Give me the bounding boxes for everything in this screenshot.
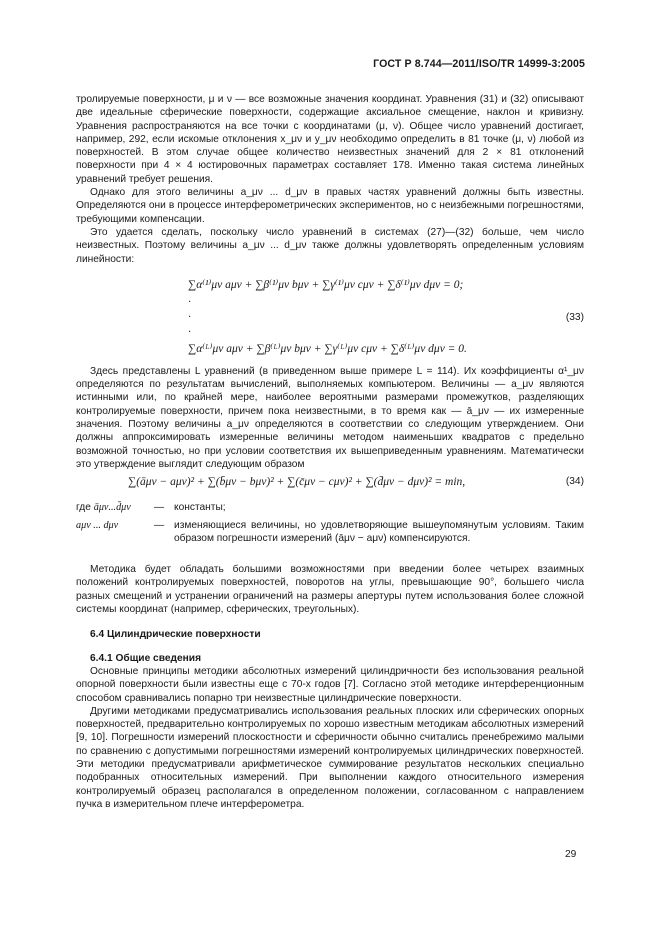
equation-dot: · (188, 325, 191, 338)
paragraph-linearity: Это удается сделать, поскольку число уравнений в системах (27)—(32) больше, чем число неизвестных. Поэтому величины a_μν ... d_μν также должны удовлетворять определенным условиям линейности: (76, 226, 584, 265)
equation-33 (76, 276, 584, 359)
equation-34 (76, 471, 584, 493)
where-item-1: где āμν...d̄μν — константы; (76, 501, 584, 514)
paragraph-coefficients: Здесь представлены L уравнений (в приведенном выше примере L = 114). Их коэффициенты α¹_μν определяются по результатам вычислений, выполняемых компьютером. Величины — a_μν являются истинными или, по крайней мере, наиболее вероятными размерами промежутков, разделяющих контролируемые поверхности, причем пока неизвестными, в то время как — ā_μν — их измеренные значения. Поэтому величины a_μν определяются в соответствии со следующим утверждением. Они должны аппроксимировать измеренные величины методом наименьших квадратов с предельно возможной точностью, но при условии соответствия их вышеприведенным уравнениям. Математически это утверждение выглядит следующим образом (76, 365, 584, 470)
subsection-title: 6.4.1 Общие сведения (90, 652, 202, 664)
document-body (76, 93, 584, 811)
paragraph-other-methods: Другими методиками предусматривались использования реальных плоских или сферических опорных поверхностей, предварительно контролируемых по хорошо известным методикам абсолютных измерений [9, 10]. Погрешности измерений плоскостности и сферичности обычно считались пренебрежимо малыми по сравнению с допустимыми погрешностями измерений контролируемых цилиндрических поверхностей. Эти методики предусматривали арифметическое суммирование результатов нескольких специально подобранных относительных измерений. При выполнении каждого относительного измерения контролируемый образец располагался в определенном положении, согласованном с направлением пучка в измерительном плече интерферометра. (76, 705, 584, 810)
equation-34-body: ∑(āμν − aμν)² + ∑(b̄μν − bμν)² + ∑(c̄μν − cμν)² + ∑(d̄μν − dμν)² = min, (128, 476, 466, 489)
where-item-1-symbol: āμν...d̄μν (93, 502, 131, 514)
equation-33-last-line: ∑α⁽ᴸ⁾μν aμν + ∑β⁽ᴸ⁾μν bμν + ∑γ⁽ᴸ⁾μν cμν + ∑δ⁽ᴸ⁾μν dμν = 0. (188, 342, 467, 355)
where-item-2-text: изменяющиеся величины, но удовлетворяющие вышеупомянутым условиям. Таким образом погрешности измерений (āμν − aμν) компенсируются. (174, 519, 584, 544)
paragraph-continuation: тролируемые поверхности, μ и ν — все возможные значения координат. Уравнения (31) и (32) описывают две идеальные сферические поверхности, содержащие аксиальное смещение, наклон и кривизну. Уравнения распространяются на все точки с координатами (μ, ν). Общее число уравнений достигает, например, 292, если искомые отклонения x_μν и y_μν необходимо определить в 81 точке (μ, ν) любой из поверхностей. В этом случае общее количество неизвестных значений для 2 × 81 отклонений поверхности при 4 × 4 юстировочных параметрах составляет 178. Именно такая система линейных уравнений требует решения. (76, 94, 584, 185)
where-item-2-symbol: aμν ... dμν (76, 519, 119, 531)
page-number: 29 (565, 849, 577, 860)
equation-dot: · (33) (188, 310, 584, 323)
paragraph-method-capabilities: Методика будет обладать большими возможностями при введении более четырех взаимных положений контролируемых поверхностей, поворотов на углы, превышающие 90°, большего числа разных смещений и устранении ограничений на размеры апертуры путем использования более сложной системы координат (например, сферических, треугольных). (76, 564, 584, 616)
paragraph-values-known: Однако для этого величины a_μν ... d_μν в правых частях уравнений должны быть известны. Определяются они в процессе интерферометрических экспериментов, но с неизбежными погрешностями, требующими компенсации. (76, 187, 584, 225)
equation-number-34: (34) (565, 476, 584, 488)
document-header: ГОСТ Р 8.744—2011/ISO/TR 14999-3:2005 (373, 58, 585, 70)
where-item-1-text: константы; (174, 502, 226, 514)
equation-33-first-line: ∑α⁽¹⁾μν aμν + ∑β⁽¹⁾μν bμν + ∑γ⁽¹⁾μν cμν + ∑δ⁽¹⁾μν dμν = 0; (188, 278, 464, 291)
equation-dot: · (188, 295, 191, 308)
where-item-2: aμν ... dμν — изменяющиеся величины, но удовлетворяющие вышеупомянутым условиям. Таким образом погрешности измерений (āμν − aμν) компенсируются. (76, 519, 584, 544)
equation-number-33: (33) (565, 311, 584, 323)
section-title: 6.4 Цилиндрические поверхности (90, 629, 261, 641)
paragraph-principles: Основные принципы методики абсолютных измерений цилиндричности без использования реальной опорной поверхности были известны еще с 70-х годов [7]. Согласно этой методике интерференционным способом сравнивались попарно три неизвестные цилиндрические поверхности. (76, 665, 584, 704)
where-prefix: где (76, 502, 91, 514)
